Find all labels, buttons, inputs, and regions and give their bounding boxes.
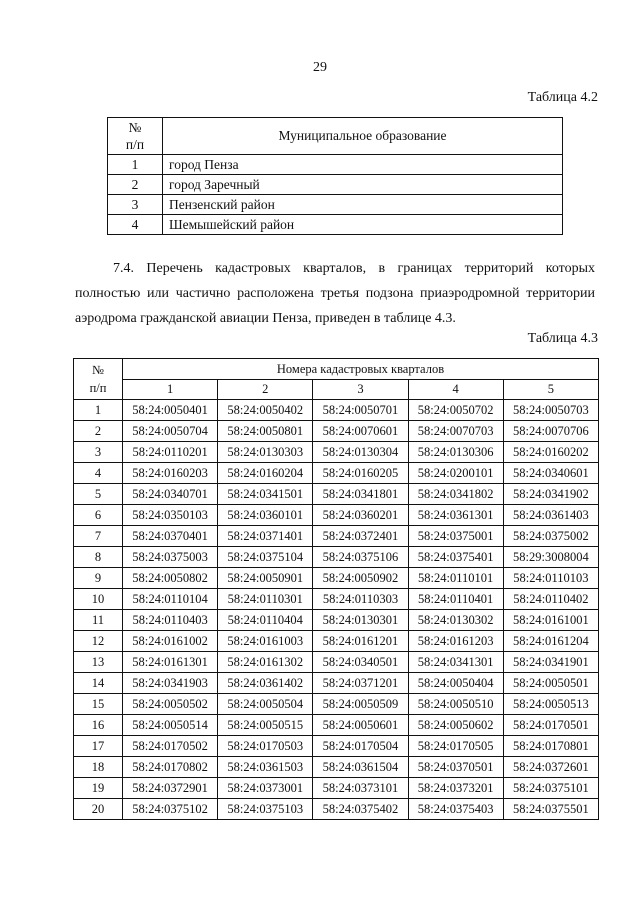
cadastral-number-cell: 58:24:0361403	[503, 505, 598, 526]
cadastral-number-cell: 58:24:0340701	[123, 484, 218, 505]
cadastral-number-cell: 58:24:0110201	[123, 442, 218, 463]
table-row	[74, 673, 599, 694]
table-header-row	[74, 359, 599, 380]
row-number: 18	[74, 757, 123, 778]
cadastral-number-cell: 58:24:0170801	[503, 736, 598, 757]
cadastral-number-cell: 58:24:0341501	[218, 484, 313, 505]
table-row	[74, 694, 599, 715]
cadastral-number-cell: 58:24:0050702	[408, 400, 503, 421]
cadastral-number-cell: 58:24:0375104	[218, 547, 313, 568]
cadastral-number-cell: 58:24:0375501	[503, 799, 598, 820]
cadastral-number-cell: 58:24:0050801	[218, 421, 313, 442]
row-number: 2	[74, 421, 123, 442]
table-row	[108, 175, 563, 195]
cadastral-number-cell: 58:24:0050601	[313, 715, 408, 736]
header-number-abbr: п/п	[125, 137, 145, 152]
column-index: 4	[408, 380, 503, 400]
cadastral-number-cell: 58:24:0341301	[408, 652, 503, 673]
cadastral-number-cell: 58:24:0050501	[503, 673, 598, 694]
cadastral-number-cell: 58:24:0170502	[123, 736, 218, 757]
column-index: 5	[503, 380, 598, 400]
cadastral-number-cell: 58:24:0371401	[218, 526, 313, 547]
cadastral-number-cell: 58:24:0130304	[313, 442, 408, 463]
table-row	[74, 631, 599, 652]
cadastral-number-cell: 58:24:0372401	[313, 526, 408, 547]
row-number: 3	[74, 442, 123, 463]
cadastral-number-cell: 58:24:0050513	[503, 694, 598, 715]
row-number: 7	[74, 526, 123, 547]
cadastral-number-cell: 58:24:0360201	[313, 505, 408, 526]
cadastral-number-cell: 58:24:0375001	[408, 526, 503, 547]
cadastral-number-cell: 58:24:0361503	[218, 757, 313, 778]
cadastral-number-cell: 58:24:0110401	[408, 589, 503, 610]
cadastral-number-cell: 58:24:0372601	[503, 757, 598, 778]
cadastral-number-cell: 58:24:0360101	[218, 505, 313, 526]
row-number: 19	[74, 778, 123, 799]
table-row	[74, 400, 599, 421]
page-number: 29	[313, 60, 327, 75]
table-row	[74, 778, 599, 799]
cadastral-number-cell: 58:24:0370501	[408, 757, 503, 778]
cadastral-number-cell: 58:24:0341902	[503, 484, 598, 505]
cadastral-number-cell: 58:24:0050901	[218, 568, 313, 589]
column-index: 2	[218, 380, 313, 400]
cadastral-number-cell: 58:24:0161002	[123, 631, 218, 652]
cadastral-number-cell: 58:24:0375003	[123, 547, 218, 568]
cadastral-number-cell: 58:24:0161001	[503, 610, 598, 631]
cadastral-number-cell: 58:24:0372901	[123, 778, 218, 799]
cadastral-number-cell: 58:24:0110402	[503, 589, 598, 610]
cadastral-number-cell: 58:24:0161302	[218, 652, 313, 673]
cadastral-number-cell: 58:24:0373001	[218, 778, 313, 799]
cadastral-number-cell: 58:24:0161201	[313, 631, 408, 652]
cadastral-number-cell: 58:24:0130306	[408, 442, 503, 463]
table-row	[74, 736, 599, 757]
table-row	[74, 589, 599, 610]
table-row	[74, 568, 599, 589]
cadastral-number-cell: 58:24:0170501	[503, 715, 598, 736]
table-row	[108, 155, 563, 175]
cadastral-number-cell: 58:24:0341903	[123, 673, 218, 694]
cadastral-number-cell: 58:24:0341901	[503, 652, 598, 673]
cadastral-number-cell: 58:24:0050404	[408, 673, 503, 694]
row-number: 5	[74, 484, 123, 505]
row-number: 10	[74, 589, 123, 610]
header-municipality: Муниципальное образование	[163, 118, 563, 155]
cadastral-number-cell: 58:24:0050502	[123, 694, 218, 715]
table-4-3-caption: Таблица 4.3	[527, 331, 598, 346]
cadastral-number-cell: 58:24:0340601	[503, 463, 598, 484]
cadastral-number-cell: 58:24:0375402	[313, 799, 408, 820]
paragraph-7-4: 7.4. Перечень кадастровых кварталов, в границах территорий которых полностью или частично расположена третья подзона приаэродромной территории аэродрома гражданской авиации Пенза, приведен в таблице 4.3.	[75, 261, 595, 326]
cadastral-number-cell: 58:24:0170802	[123, 757, 218, 778]
cadastral-number-cell: 58:24:0371201	[313, 673, 408, 694]
municipality-name: Пензенский район	[163, 195, 563, 215]
header-number-cell	[108, 118, 163, 155]
cadastral-number-cell: 58:24:0375102	[123, 799, 218, 820]
cadastral-number-cell: 58:24:0161003	[218, 631, 313, 652]
column-index-row	[74, 380, 599, 400]
cadastral-number-cell: 58:24:0160202	[503, 442, 598, 463]
cadastral-number-cell: 58:24:0341802	[408, 484, 503, 505]
row-number: 9	[74, 568, 123, 589]
cadastral-number-cell: 58:24:0050401	[123, 400, 218, 421]
table-row	[74, 484, 599, 505]
table-row	[74, 463, 599, 484]
cadastral-number-cell: 58:24:0050515	[218, 715, 313, 736]
table-row	[74, 526, 599, 547]
cadastral-number-cell: 58:24:0375401	[408, 547, 503, 568]
table-row	[74, 799, 599, 820]
row-number: 12	[74, 631, 123, 652]
cadastral-number-cell: 58:24:0050902	[313, 568, 408, 589]
header-number-abbr: п/п	[89, 381, 107, 395]
cadastral-number-cell: 58:24:0170505	[408, 736, 503, 757]
row-number: 14	[74, 673, 123, 694]
cadastral-number-cell: 58:24:0050510	[408, 694, 503, 715]
cadastral-number-cell: 58:24:0130303	[218, 442, 313, 463]
cadastral-number-cell: 58:24:0350103	[123, 505, 218, 526]
cadastral-number-cell: 58:24:0050402	[218, 400, 313, 421]
cadastral-number-cell: 58:24:0110101	[408, 568, 503, 589]
table-row	[74, 757, 599, 778]
table-4-2-caption: Таблица 4.2	[527, 90, 598, 105]
row-number: 4	[74, 463, 123, 484]
cadastral-number-cell: 58:24:0375106	[313, 547, 408, 568]
cadastral-number-cell: 58:24:0130302	[408, 610, 503, 631]
column-index: 3	[313, 380, 408, 400]
table-row	[74, 610, 599, 631]
cadastral-number-cell: 58:24:0110303	[313, 589, 408, 610]
cadastral-number-cell: 58:29:3008004	[503, 547, 598, 568]
cadastral-number-cell: 58:24:0070601	[313, 421, 408, 442]
cadastral-number-cell: 58:24:0361301	[408, 505, 503, 526]
row-number: 8	[74, 547, 123, 568]
cadastral-number-cell: 58:24:0070703	[408, 421, 503, 442]
table-row	[108, 215, 563, 235]
cadastral-number-cell: 58:24:0110103	[503, 568, 598, 589]
table-header-row	[108, 118, 563, 155]
header-number-symbol: №	[128, 120, 142, 135]
row-number: 6	[74, 505, 123, 526]
row-number: 15	[74, 694, 123, 715]
cadastral-number-cell: 58:24:0160203	[123, 463, 218, 484]
row-number: 1	[74, 400, 123, 421]
cadastral-number-cell: 58:24:0050504	[218, 694, 313, 715]
cadastral-number-cell: 58:24:0050802	[123, 568, 218, 589]
row-number: 20	[74, 799, 123, 820]
header-number-cell	[74, 359, 123, 400]
cadastral-number-cell: 58:24:0050704	[123, 421, 218, 442]
header-cadastral-group: Номера кадастровых кварталов	[123, 359, 599, 380]
cadastral-number-cell: 58:24:0373101	[313, 778, 408, 799]
cadastral-quarters-table	[73, 358, 599, 820]
row-number: 3	[108, 195, 163, 215]
cadastral-number-cell: 58:24:0375403	[408, 799, 503, 820]
municipality-name: город Пенза	[163, 155, 563, 175]
table-row	[108, 195, 563, 215]
row-number: 13	[74, 652, 123, 673]
cadastral-number-cell: 58:24:0161204	[503, 631, 598, 652]
municipality-name: город Заречный	[163, 175, 563, 195]
table-row	[74, 442, 599, 463]
cadastral-number-cell: 58:24:0375002	[503, 526, 598, 547]
cadastral-number-cell: 58:24:0160205	[313, 463, 408, 484]
cadastral-number-cell: 58:24:0170504	[313, 736, 408, 757]
header-number-symbol: №	[92, 363, 104, 377]
cadastral-number-cell: 58:24:0161301	[123, 652, 218, 673]
cadastral-number-cell: 58:24:0110104	[123, 589, 218, 610]
cadastral-number-cell: 58:24:0050703	[503, 400, 598, 421]
cadastral-number-cell: 58:24:0170503	[218, 736, 313, 757]
table-row	[74, 421, 599, 442]
cadastral-number-cell: 58:24:0050602	[408, 715, 503, 736]
cadastral-number-cell: 58:24:0200101	[408, 463, 503, 484]
cadastral-number-cell: 58:24:0050509	[313, 694, 408, 715]
cadastral-number-cell: 58:24:0373201	[408, 778, 503, 799]
row-number: 4	[108, 215, 163, 235]
municipal-table	[107, 117, 563, 235]
cadastral-number-cell: 58:24:0161203	[408, 631, 503, 652]
cadastral-number-cell: 58:24:0375103	[218, 799, 313, 820]
column-index: 1	[123, 380, 218, 400]
cadastral-number-cell: 58:24:0341801	[313, 484, 408, 505]
cadastral-number-cell: 58:24:0375101	[503, 778, 598, 799]
table-row	[74, 547, 599, 568]
cadastral-number-cell: 58:24:0340501	[313, 652, 408, 673]
cadastral-number-cell: 58:24:0050701	[313, 400, 408, 421]
row-number: 16	[74, 715, 123, 736]
row-number: 11	[74, 610, 123, 631]
cadastral-number-cell: 58:24:0370401	[123, 526, 218, 547]
table-row	[74, 505, 599, 526]
cadastral-number-cell: 58:24:0160204	[218, 463, 313, 484]
row-number: 2	[108, 175, 163, 195]
cadastral-number-cell: 58:24:0070706	[503, 421, 598, 442]
table-row	[74, 715, 599, 736]
cadastral-number-cell: 58:24:0361504	[313, 757, 408, 778]
row-number: 17	[74, 736, 123, 757]
cadastral-number-cell: 58:24:0110404	[218, 610, 313, 631]
cadastral-number-cell: 58:24:0361402	[218, 673, 313, 694]
cadastral-number-cell: 58:24:0130301	[313, 610, 408, 631]
municipality-name: Шемышейский район	[163, 215, 563, 235]
cadastral-number-cell: 58:24:0050514	[123, 715, 218, 736]
row-number: 1	[108, 155, 163, 175]
cadastral-number-cell: 58:24:0110403	[123, 610, 218, 631]
cadastral-number-cell: 58:24:0110301	[218, 589, 313, 610]
table-row	[74, 652, 599, 673]
